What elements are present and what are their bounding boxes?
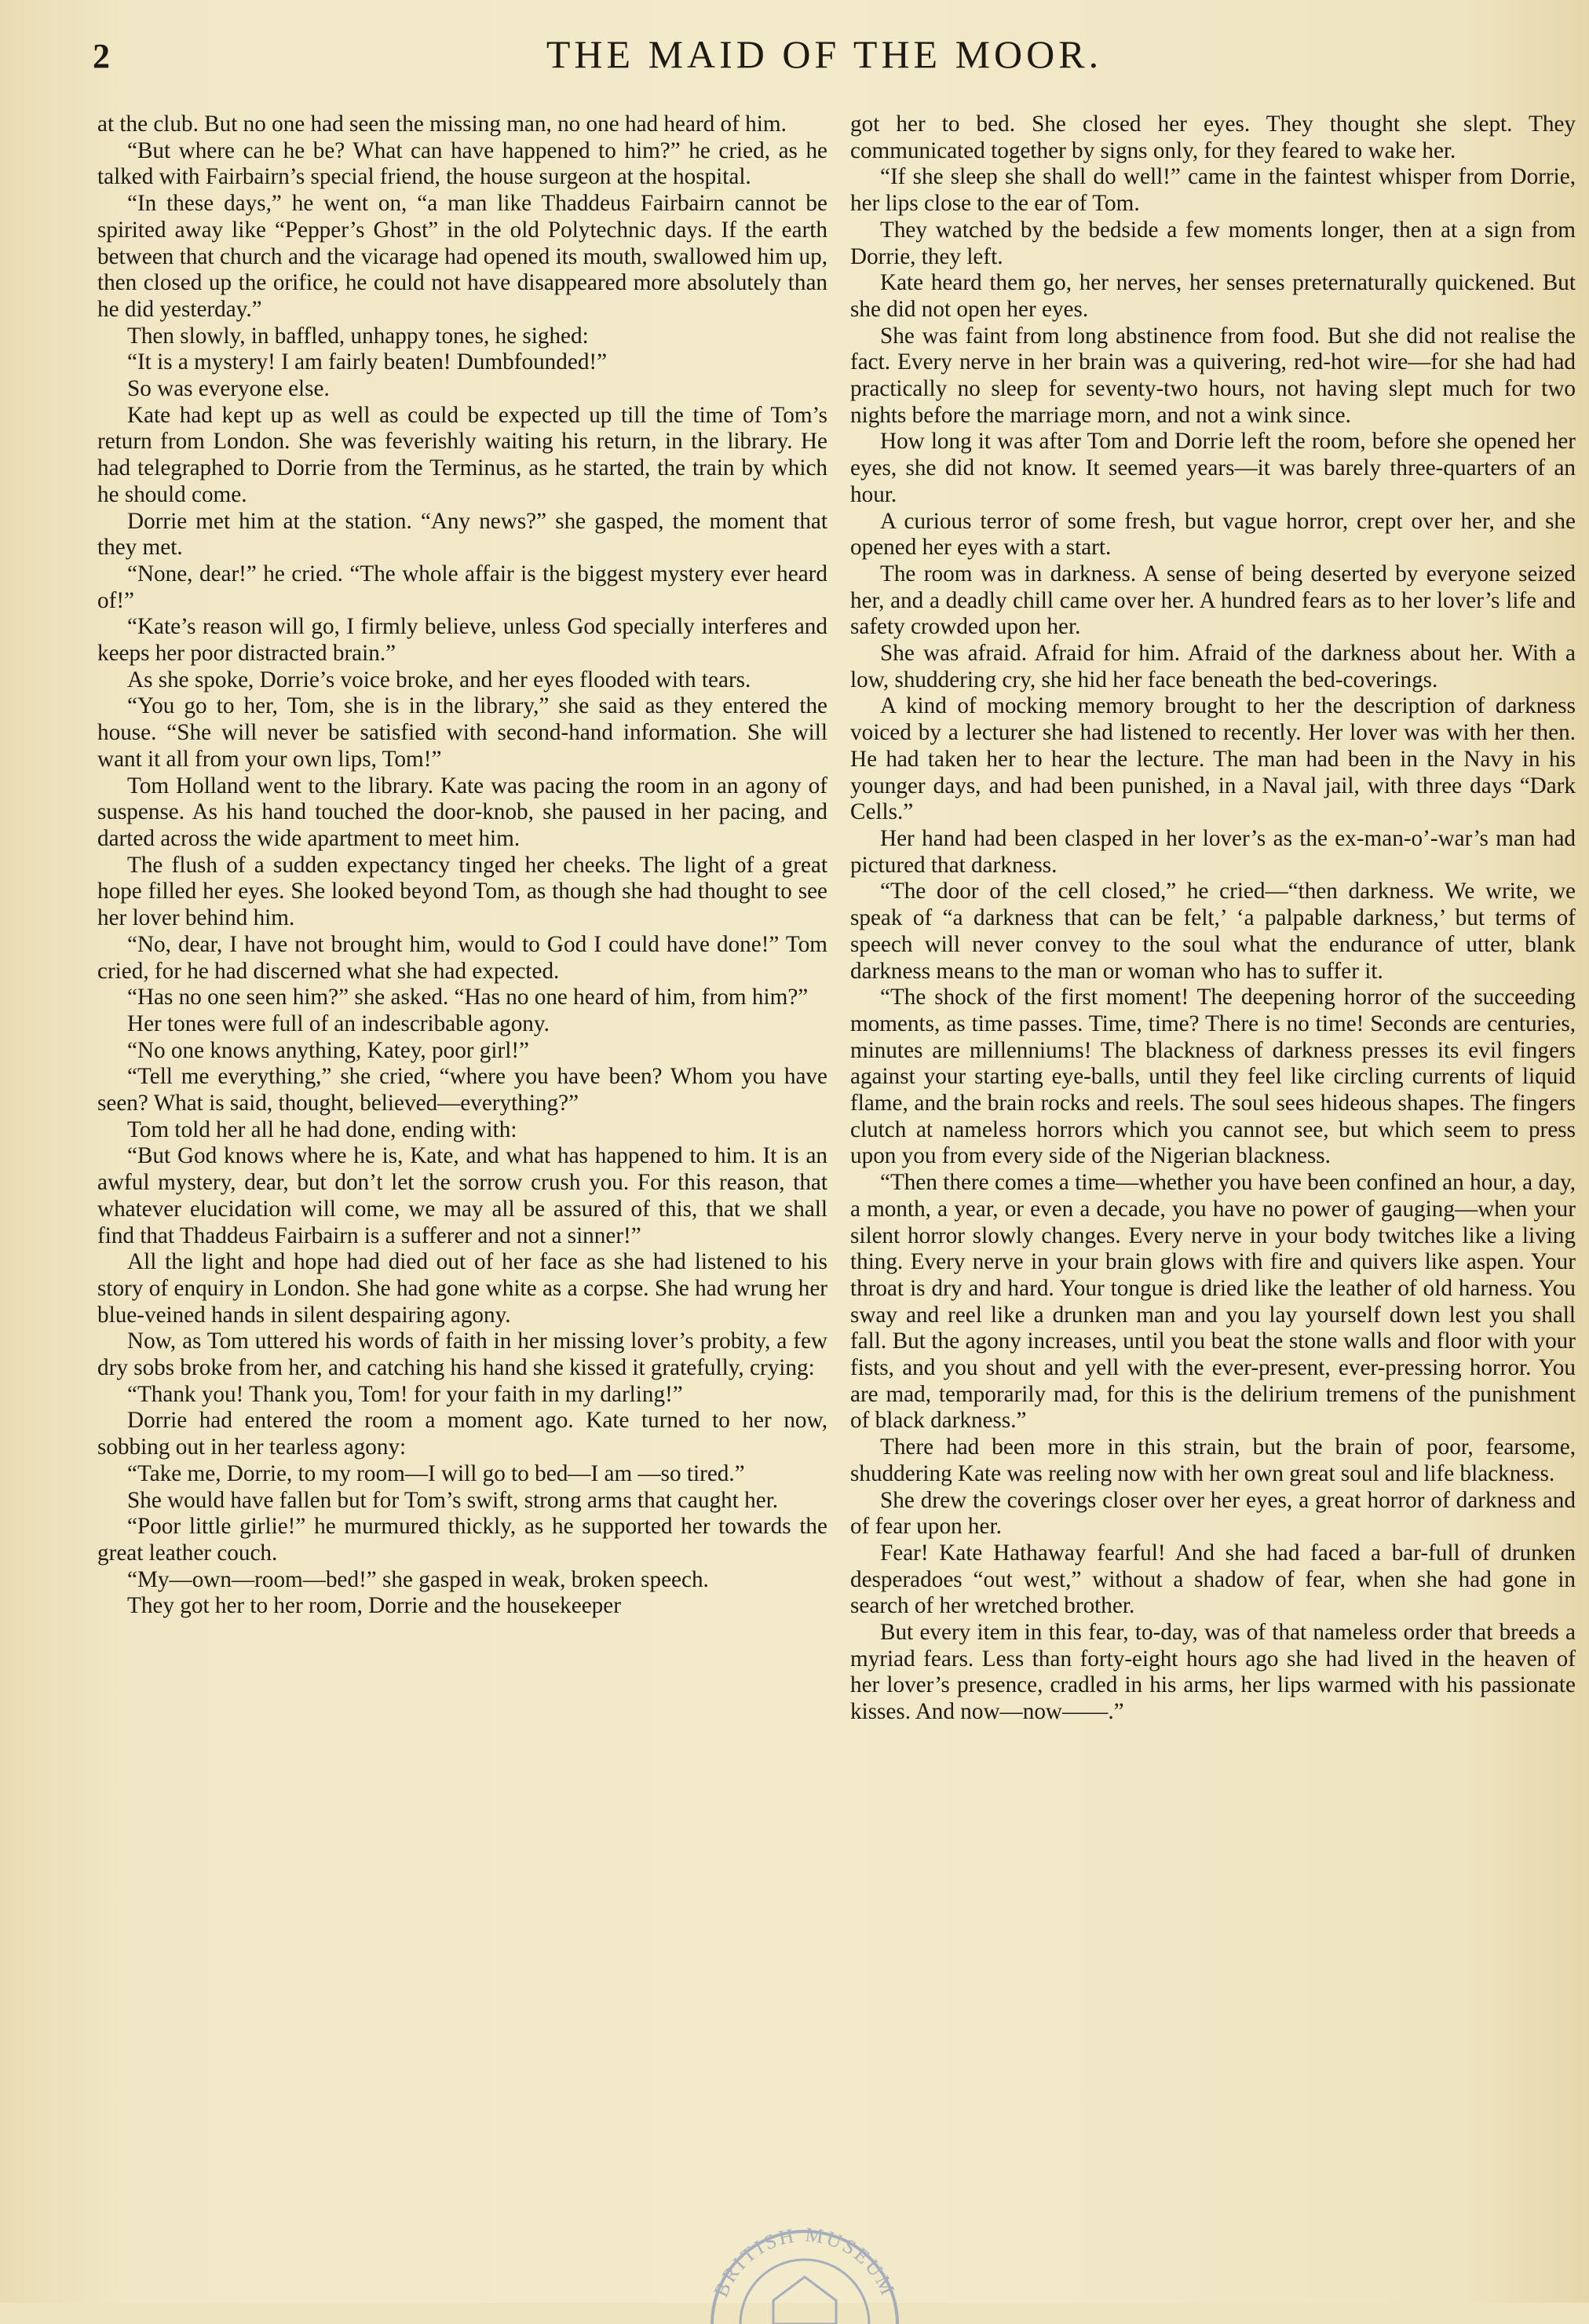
paragraph: “Poor little girlie!” he murmured thickly, as he supported her towards the great leather couch. (97, 1514, 827, 1566)
paragraph: “The door of the cell closed,” he cried—“then darkness. We write, we speak of “a darkness that can be felt,’ ‘a palpable darkness,’ but terms of speech will never convey to the soul what the endurance of utter, blank darkness means to the man or woman who has to suffer it. (850, 879, 1576, 984)
paragraph: “In these days,” he went on, “a man like Thaddeus Fairbairn cannot be spirited away like “Pepper’s Ghost” in the old Polytechnic days. If the earth between that church and the vicarage had opened its mouth, swallowed him up, then closed up the orifice, he could not have disappeared more absolutely than he did yesterday.” (97, 191, 827, 322)
paragraph: at the club. But no one had seen the missing man, no one had heard of him. (97, 111, 787, 137)
paragraph: “You go to her, Tom, she is in the library,” she said as they entered the house. “She will never be satisfied with second-hand information. She will want it all from your own lips, Tom!” (97, 693, 827, 772)
paragraph: So was everyone else. (127, 376, 330, 402)
paragraph: “The shock of the first moment! The deepening horror of the succeeding moments, as time passes. Time, time? There is no time! Seconds are centuries, minutes are millenniums! The blackness of darkness presses its evil fingers against your starting eye-balls, until they feel like circling currents of liquid flame, and the brain rocks and reels. The soul sees hideous shapes. The fingers clutch at nameless horrors which you cannot see, but which seem to press upon you from every side of the Nigerian blackness. (850, 985, 1576, 1169)
svg-text:BRITISH MUSEUM (710, 2223, 900, 2300)
paragraph: “Then there comes a time—whether you have been confined an hour, a day, a month, a year, or even a decade, you have no power of gauging—when your silent horror slowly changes. Every nerve in your body twitches like a living thing. Every nerve in your brain glows with fire and quivers like aspen. Your throat is dry and hard. Your tongue is dried like the leather of old harness. You sway and reel like a drunken man and you lay yourself down lest you shall fall. But the agony increases, until you beat the stone walls and floor with your fists, and you shout and yell with the ever-present, ever-pressing horror. You are mad, temporarily mad, for this is the delirium tremens of the punishment of black darkness.” (850, 1170, 1576, 1434)
page-header (86, 28, 1562, 83)
paragraph: “None, dear!” he cried. “The whole affair is the biggest mystery ever heard of!” (97, 561, 827, 613)
paragraph: “Take me, Dorrie, to my room—I will go to bed—I am —so tired.” (127, 1460, 745, 1486)
paragraph: But every item in this fear, to-day, was of that nameless order that breeds a myriad fears. Less than forty-eight hours ago she had lived in the heaven of her lover’s presence, cradled in his arms, her lips warmed with his passionate kisses. And now—now——.” (850, 1620, 1576, 1725)
paragraph: “No one knows anything, Katey, poor girl!” (127, 1037, 530, 1063)
paragraph: Kate had kept up as well as could be expected up till the time of Tom’s return from London. She was feverishly waiting his return, in the library. He had telegraphed to Dorrie from the Terminus, as he started, the train by which he should come. (97, 402, 827, 507)
paragraph: “Has no one seen him?” she asked. “Has no one heard of him, from him?” (127, 985, 809, 1010)
paragraph: Her hand had been clasped in her lover’s as the ex-man-o’-war’s man had pictured that darkness. (850, 825, 1576, 878)
paragraph: “But where can he be? What can have happened to him?” he cried, as he talked with Fairbairn’s special friend, the house surgeon at the hospital. (97, 137, 827, 190)
paragraph: The room was in darkness. A sense of being deserted by everyone seized her, and a deadly chill came over her. A hundred fears as to her lover’s life and safety crowded upon her. (850, 561, 1576, 640)
page-number: 2 (93, 37, 110, 75)
paragraph: She would have fallen but for Tom’s swift, strong arms that caught her. (127, 1487, 779, 1513)
paragraph: As she spoke, Dorrie’s voice broke, and her eyes flooded with tears. (127, 667, 751, 692)
paragraph: How long it was after Tom and Dorrie left the room, before she opened her eyes, she did not know. It seemed years—it was barely three-quarters of an hour. (850, 429, 1576, 507)
stamp-text: BRITISH MUSEUM (709, 2223, 900, 2300)
paragraph: Dorrie met him at the station. “Any news?” she gasped, the moment that they met. (97, 508, 827, 561)
left-column (97, 111, 827, 1620)
paragraph: She was afraid. Afraid for him. Afraid of the darkness about her. With a low, shuddering cry, she hid her face beneath the bed-coverings. (850, 641, 1576, 692)
library-stamp (691, 2206, 919, 2324)
paragraph: Fear! Kate Hathaway fearful! And she had faced a bar-full of drunken desperadoes “out west,” without a shadow of fear, when she had gone in search of her wretched brother. (850, 1540, 1576, 1619)
paragraph: “My—own—room—bed!” she gasped in weak, broken speech. (127, 1566, 709, 1592)
paragraph: A kind of mocking memory brought to her the description of darkness voiced by a lecturer she had listened to recently. Her lover was with her then. He had taken her to hear the lecture. The man had been in the Navy in his younger days, and had been punished, in a Naval jail, with three days “Dark Cells.” (850, 693, 1576, 825)
paragraph: She drew the coverings closer over her eyes, a great horror of darkness and of fear upon her. (850, 1487, 1576, 1540)
paragraph: “Thank you! Thank you, Tom! for your faith in my darling!” (127, 1381, 683, 1407)
paragraph: All the light and hope had died out of her face as she had listened to his story of enquiry in London. She had gone white as a corpse. She had wrung her blue-veined hands in silent despairing agony. (97, 1249, 827, 1328)
paragraph: got her to bed. She closed her eyes. They thought she slept. They communicated together by signs only, for they feared to wake her. (850, 111, 1576, 163)
crest-icon (773, 2277, 836, 2324)
paragraph: Kate heard them go, her nerves, her senses preternaturally quickened. But she did not open her eyes. (850, 270, 1576, 322)
paragraph: Tom Holland went to the library. Kate was pacing the room in an agony of suspense. As his hand touched the door-knob, she paused in her pacing, and darted across the wide apartment to meet him. (97, 773, 827, 851)
paragraph: Now, as Tom uttered his words of faith in her missing lover’s probity, a few dry sobs broke from her, and catching his hand she kissed it gratefully, crying: (97, 1328, 827, 1381)
paragraph: There had been more in this strain, but the brain of poor, fearsome, shuddering Kate was reeling now with her own great soul and life blackness. (850, 1434, 1576, 1486)
paragraph: “It is a mystery! I am fairly beaten! Dumbfounded!” (127, 349, 608, 375)
running-title: THE MAID OF THE MOOR. (546, 32, 1103, 76)
paragraph: Dorrie had entered the room a moment ago. Kate turned to her now, sobbing out in her tearless agony: (97, 1408, 827, 1460)
paragraph: They watched by the bedside a few moments longer, then at a sign from Dorrie, they left. (850, 217, 1576, 269)
paragraph: Tom told her all he had done, ending with: (127, 1116, 517, 1142)
paragraph: Then slowly, in baffled, unhappy tones, he sighed: (127, 323, 589, 349)
paragraph: “But God knows where he is, Kate, and what has happened to him. It is an awful mystery, dear, but don’t let the sorrow crush you. For this reason, that whatever elucidation will come, we may all be assured of this, that we shall find that Thaddeus Fairbairn is a sufferer and not a sinner!” (97, 1143, 827, 1248)
paragraph: “If she sleep she shall do well!” came in the faintest whisper from Dorrie, her lips close to the ear of Tom. (850, 164, 1576, 217)
paragraph: She was faint from long abstinence from food. But she did not realise the fact. Every nerve in her brain was a quivering, red-hot wire—for she had had practically no sleep for seventy-two hours, not having slept much for two nights before the marriage morn, and not a wink since. (850, 323, 1576, 428)
paragraph: Her tones were full of an indescribable agony. (127, 1010, 550, 1036)
paragraph: The flush of a sudden expectancy tinged her cheeks. The light of a great hope filled her eyes. She looked beyond Tom, as though she had thought to see her lover behind him. (97, 852, 827, 931)
paragraph: They got her to her room, Dorrie and the housekeeper (127, 1593, 621, 1619)
paragraph: “Tell me everything,” she cried, “where you have been? Whom you have seen? What is said, thought, believed—everything?” (97, 1064, 827, 1116)
paragraph: “No, dear, I have not brought him, would to God I could have done!” Tom cried, for he had discerned what she had expected. (97, 931, 827, 984)
paragraph: A curious terror of some fresh, but vague horror, crept over her, and she opened her eyes with a start. (850, 508, 1576, 561)
right-column (850, 111, 1576, 1726)
paragraph: “Kate’s reason will go, I firmly believe, unless God specially interferes and keeps her poor distracted brain.” (97, 614, 827, 667)
